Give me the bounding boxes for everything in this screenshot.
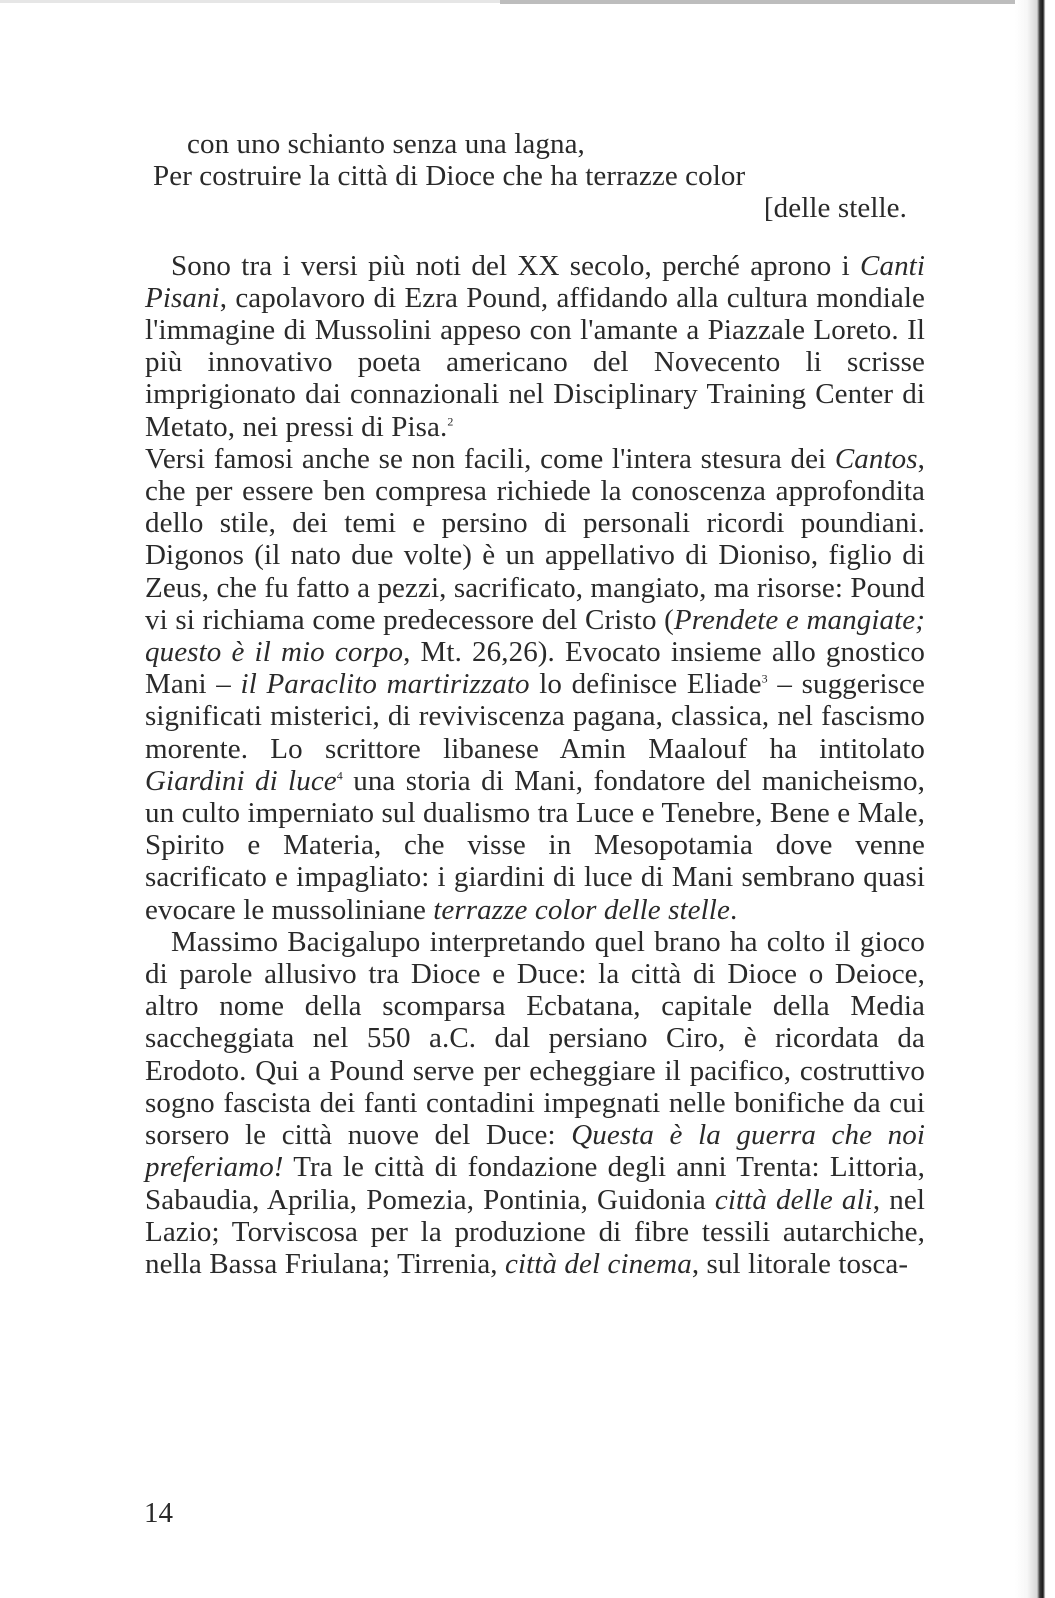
text-run: , capolavoro di Ezra Pound, affidando alla cultura mondiale l'immagine di Mussolini appeso con l'amante a Piazzale Loreto. Il più innovativo poeta americano del Novecento li scrisse imprigionato dai connazionali nel Disciplinary Training Center di Metato, nei pressi di Pisa.: [145, 281, 925, 443]
text-run: .: [729, 893, 738, 926]
text-run: Massimo Bacigalupo interpretando quel brano ha colto il gioco di parole allusivo tra Dioce e Duce: la città di Dioce o Deioce, altro nome della scomparsa Ecbatana, capitale della Media saccheggiata nel 550 a.C. dal persiano Ciro, è ricordata da Erodoto. Qui a Pound serve per echeggiare il pacifico, costruttivo sogno fascista dei fanti contadini impegnati nelle bonifiche da cui sorsero le città nuove del Duce:: [145, 925, 925, 1152]
paragraph: [145, 926, 925, 1280]
text-run: , Mt. 26,26). Evocato insieme allo gnostico Mani –: [145, 636, 925, 701]
poem-line: [delle stelle.: [763, 192, 907, 225]
footnote-marker: 2: [447, 413, 454, 428]
italic-quote: città delle ali: [714, 1183, 873, 1216]
book-spine-shadow: [1015, 0, 1055, 1598]
footnote-marker: 3: [761, 671, 768, 686]
text-run: lo definisce Eliade: [529, 668, 762, 701]
text-run: una storia di Mani, fondatore del manicheismo, un culto imperniato sul dualismo tra Luce e Tenebre, Bene e Male, Spirito e Materia, che visse in Mesopotamia dove venne sacrificato e impagliato: i giardini di luce di Mani sembrano quasi evocare le mussoliniane: [145, 764, 925, 926]
italic-quote: il Paraclito martirizzato: [240, 668, 530, 701]
page-number: 14: [144, 1497, 173, 1529]
text-run: , nel Lazio; Torviscosa per la produzione di fibre tessili autarchiche, nella Bassa Friulana; Tirrenia,: [145, 1183, 925, 1280]
page-text: [145, 128, 925, 1280]
text-run: Versi famosi anche se non facili, come l'intera stesura dei: [145, 442, 835, 475]
paragraph: [145, 250, 925, 443]
italic-quote: terrazze color delle stelle: [433, 893, 730, 926]
text-run: , che per essere ben compresa richiede la conoscenza approfondita dello stile, dei temi e persino di personali ricordi poundiani. Digonos (il nato due volte) è un appellativo di Dioniso, figlio di Zeus, che fu fatto a pezzi, sacrificato, mangiato, ma risorse: Pound vi si richiama come predecessore del Cristo (: [145, 442, 925, 636]
text-run: – suggerisce significati misterici, di reviviscenza pagana, classica, nel fascismo morente. Lo scrittore libanese Amin Maalouf ha intitolato: [145, 668, 925, 765]
italic-quote: Questa è la guerra che noi preferiamo!: [145, 1119, 925, 1184]
poem-quote: [145, 128, 925, 225]
text-run: Tra le città di fondazione degli anni Trenta: Littoria, Sabaudia, Aprilia, Pomezia, Pontinia, Guidonia: [145, 1151, 925, 1216]
italic-quote: Prendete e mangiate; questo è il mio corpo: [145, 603, 925, 669]
italic-title: Canti Pisani: [145, 249, 925, 314]
poem-line: Per costruire la città di Dioce che ha terrazze color: [153, 160, 746, 193]
footnote-marker: 4: [336, 768, 343, 783]
italic-title: Cantos: [834, 442, 918, 475]
poem-line: con uno schianto senza una lagna,: [187, 128, 585, 160]
italic-title: Giardini di luce: [145, 764, 337, 797]
paragraph: [145, 443, 925, 926]
page-top-shadow: [500, 0, 1015, 4]
text-run: Sono tra i versi più noti del XX secolo, perché aprono i: [171, 249, 861, 282]
text-run: , sul litorale tosca-: [691, 1247, 909, 1280]
italic-quote: città del cinema: [505, 1247, 692, 1280]
